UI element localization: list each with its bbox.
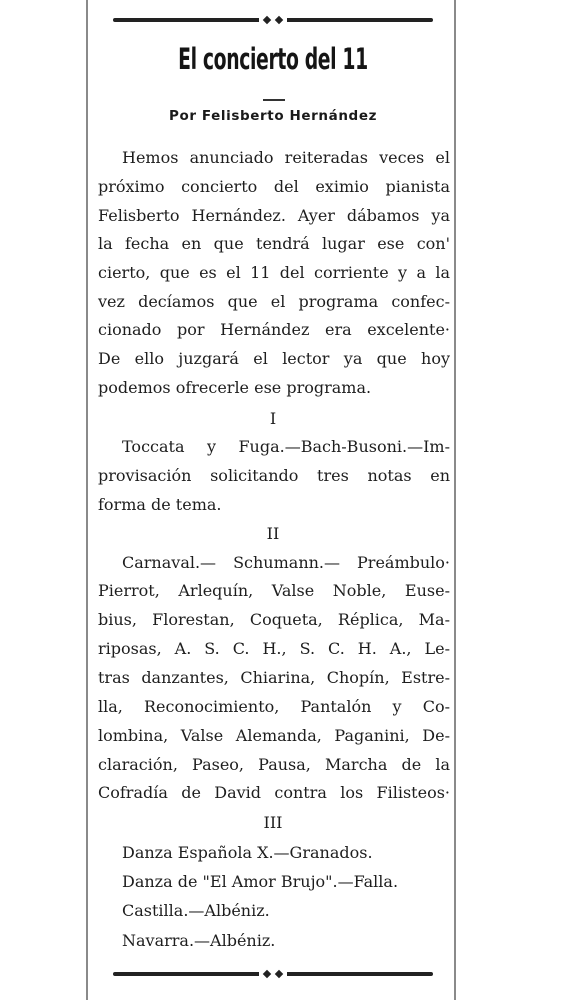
program-line: Pierrot, Arlequín, Valse Noble, Euse-: [98, 581, 450, 600]
intro-line: cionado por Hernández era excelente·: [98, 320, 450, 339]
section-heading-3: III: [263, 813, 283, 832]
program-line: Danza de "El Amor Brujo".—Falla.: [122, 872, 399, 891]
article-column: [95, 0, 451, 1000]
program-line: lla, Reconocimiento, Pantalón y Co-: [98, 697, 450, 716]
intro-line: Felisberto Hernández. Ayer dábamos ya: [98, 206, 450, 225]
intro-line: cierto, que es el 11 del corriente y a la: [98, 263, 450, 282]
program-line: provisación solicitando tres notas en: [98, 466, 450, 485]
intro-line: vez decíamos que el programa confec-: [98, 292, 450, 311]
column-rule-left: [86, 0, 88, 1000]
program-line: forma de tema.: [98, 495, 222, 514]
title-divider: [263, 99, 285, 101]
program-line: Carnaval.— Schumann.— Preámbulo·: [122, 553, 450, 572]
section-heading-2: II: [266, 524, 280, 543]
article-title: El concierto del 11: [178, 42, 368, 76]
intro-line: la fecha en que tendrá lugar ese con': [98, 234, 450, 253]
intro-line: De ello juzgará el lector ya que hoy: [98, 349, 450, 368]
article-byline: Por Felisberto Hernández: [168, 108, 378, 124]
program-line: Navarra.—Albéniz.: [122, 931, 276, 950]
section-heading-1: I: [269, 409, 277, 428]
program-line: claración, Paseo, Pausa, Marcha de la: [98, 755, 450, 774]
top-ornamental-rule: [113, 16, 433, 24]
program-line: Danza Española X.—Granados.: [122, 843, 373, 862]
program-line: Castilla.—Albéniz.: [122, 901, 270, 920]
program-line: Cofradía de David contra los Filisteos·: [98, 783, 450, 802]
program-line: riposas, A. S. C. H., S. C. H. A., Le-: [98, 639, 450, 658]
program-line: bius, Florestan, Coqueta, Réplica, Ma-: [98, 610, 450, 629]
program-line: lombina, Valse Alemanda, Paganini, De-: [98, 726, 450, 745]
program-line: Toccata y Fuga.—Bach-Busoni.—Im-: [122, 437, 450, 456]
column-rule-right: [454, 0, 456, 1000]
intro-line: podemos ofrecerle ese programa.: [98, 378, 372, 397]
bottom-ornamental-rule: [113, 970, 433, 978]
intro-line: Hemos anunciado reiteradas veces el: [122, 148, 450, 167]
program-line: tras danzantes, Chiarina, Chopín, Estre-: [98, 668, 450, 687]
intro-line: próximo concierto del eximio pianista: [98, 177, 450, 196]
